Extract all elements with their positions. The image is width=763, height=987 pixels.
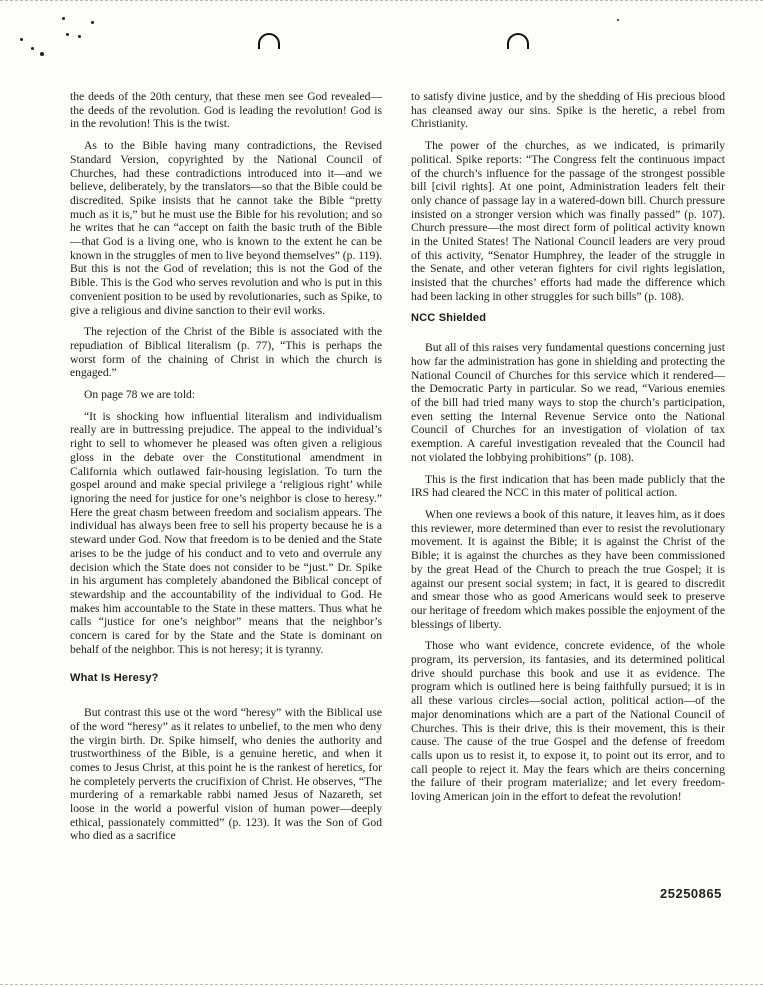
paragraph: As to the Bible having many contradictions, the Revised Standard Version, copyrighted by the National Council of Churches, had these contradictions introduced into it—and we believe, deliberately, by the translators—so that the Bible could be discredited. Spike insists that he cannot take the Bible “pretty much as it is,” but he must use the Bible for his revolution; and so he writes that he can “accept on faith the basic truth of the Bible —that God is a living one, who is known to the extent he can be known in the struggles of men to live beyond themselves” (p. 119). But this is not the God of revelation; this is not the God of the Bible. This is the God who serves revolution and who is put in this convenient position to be used by revolutionaries, such as Spike, to give a religious and divine sanction to their evil works.: [70, 139, 382, 317]
binder-hole-left: [258, 33, 280, 49]
right-column: [411, 90, 725, 812]
paragraph: the deeds of the 20th century, that these men see God revealed—the deeds of the revolution. God is leading the revolution! God is in the revolution! This is the twist.: [70, 90, 382, 131]
left-column: [70, 90, 382, 851]
scan-speck: [78, 35, 81, 38]
paragraph: This is the first indication that has been made publicly that the IRS had cleared the NCC in this mater of political action.: [411, 472, 725, 500]
scan-speck: [66, 33, 69, 36]
paragraph: When one reviews a book of this nature, it leaves him, as it does this reviewer, more determined than ever to resist the revolutionary movement. It is against the Bible; it is against the Christ of the Bible; it is against the churches as they have been commissioned by the great Head of the Church to preach the true Gospel; it is against our present social system; in fact, it is geared to discredit and smear those who as good Americans would seek to preserve our heritage of freedom which makes possible the enjoyment of the blessings of liberty.: [411, 507, 725, 631]
paragraph: The rejection of the Christ of the Bible is associated with the repudiation of Biblical literalism (p. 77), “This is perhaps the worst form of the chaining of Christ in which the church is engaged.”: [70, 325, 382, 380]
scan-speck: [62, 17, 65, 20]
scan-speck: [91, 21, 94, 24]
page-bottom-edge: [0, 984, 763, 985]
section-heading-ncc-shielded: NCC Shielded: [411, 311, 487, 324]
section-heading-heresy: What Is Heresy?: [70, 672, 159, 685]
paragraph: The power of the churches, as we indicated, is primarily political. Spike reports: “The Congress felt the continuous impact of the church’s influence for the passage of the strongest possible bill [civil rights]. At one point, Administration leaders felt their only chance of passage lay in a watered-down bill. Church pressure insisted on a stronger version which was finally passed” (p. 107). Church pressure—the most direct form of political activity known in the United States! The National Council leaders are very proud of this activity, “Senator Humphrey, the leader of the struggle in the Senate, and other veteran fighters for civil rights legislation, insisted that the churches’ efforts had made the difference which had been lacking in other struggles for such bills” (p. 108).: [411, 139, 725, 303]
scan-speck: [40, 52, 44, 56]
document-number: 25250865: [660, 886, 722, 901]
paragraph: On page 78 we are told:: [84, 388, 196, 402]
page-top-edge: [0, 0, 763, 1]
paragraph: to satisfy divine justice, and by the shedding of His precious blood has cleansed away our sins. Spike is the heretic, a rebel from Christianity.: [411, 90, 725, 131]
paragraph: Those who want evidence, concrete evidence, of the whole program, its perversion, its fantasies, and its determined political drive should purchase this book and use it as evidence. The program which is outlined here is being faithfully pursued; it is in all these various circles—social action, political action—of the major denominations which are a part of the National Council of Churches. This is their drive, this is their movement, this is their cause. The cause of the true Gospel and the defense of freedom calls upon us to resist it, to expose it, to point out its error, and to call people to reject it. May the fears which are theirs concerning the failure of their program materialize; and let every freedom-loving American join in the effort to defeat the revolution!: [411, 639, 725, 804]
scan-speck: [20, 38, 23, 41]
scan-speck: [617, 19, 619, 21]
scan-speck: [31, 47, 34, 50]
paragraph: But all of this raises very fundamental questions concerning just how far the administration has gone in shielding and protecting the National Council of Churches for this service which it rendered—the Democratic Party in particular. So we read, “Various enemies of the bill had tried many ways to stop the church’s participation, even setting the Internal Revenue Service onto the National Council of Churches for an investigation of violation of tax exemption. A careful investigation revealed that the Council had not violated the lobbying prohibitions” (p. 108).: [411, 341, 725, 464]
quoted-paragraph: “It is shocking how influential literalism and individualism really are in buttressing prejudice. The appeal to the individual’s right to sell to whomever he pleased was often given a religious gloss in the debate over the Constitutional amendment in California which outlawed fair-housing legislation. To turn the gospel around and make special privilege a ‘religious right’ while ignoring the need for justice for one’s neighbor is close to heresy.” Here the great chasm between freedom and socialism appears. The individual has always been free to sell his property because he is a steward under God. Now that freedom is to be denied and the State arises to be the judge of his conduct and to veto and overrule any decision which the State does not consider to be “just.” Dr. Spike in his argument has completely abandoned the Biblical concept of stewardship and the accountability of the individual to God. He makes him accountable to the State in these matters. Thus what he calls “justice for one’s neighbor” means that the neighbor’s concern is cared for by the State and the State is dominant on behalf of the neighbor. This is not heresy; it is tyranny.: [70, 409, 382, 656]
binder-hole-right: [507, 33, 529, 49]
paragraph: But contrast this use ot the word “heresy” with the Biblical use of the word “heresy” as it relates to unbelief, to the men who deny the virgin birth. Dr. Spike himself, who denies the authority and trustworthiness of the Bible, is a genuine heretic, and when it comes to Jesus Christ, at this point he is the rankest of heretics, for he completely perverts the crucifixion of Christ. He observes, “The murdering of a remarkable rabbi named Jesus of Nazareth, set loose in the world a powerful vision of human power—deeply ethical, passionately committed” (p. 123). It was the Son of God who died as a sacrifice: [70, 706, 382, 843]
